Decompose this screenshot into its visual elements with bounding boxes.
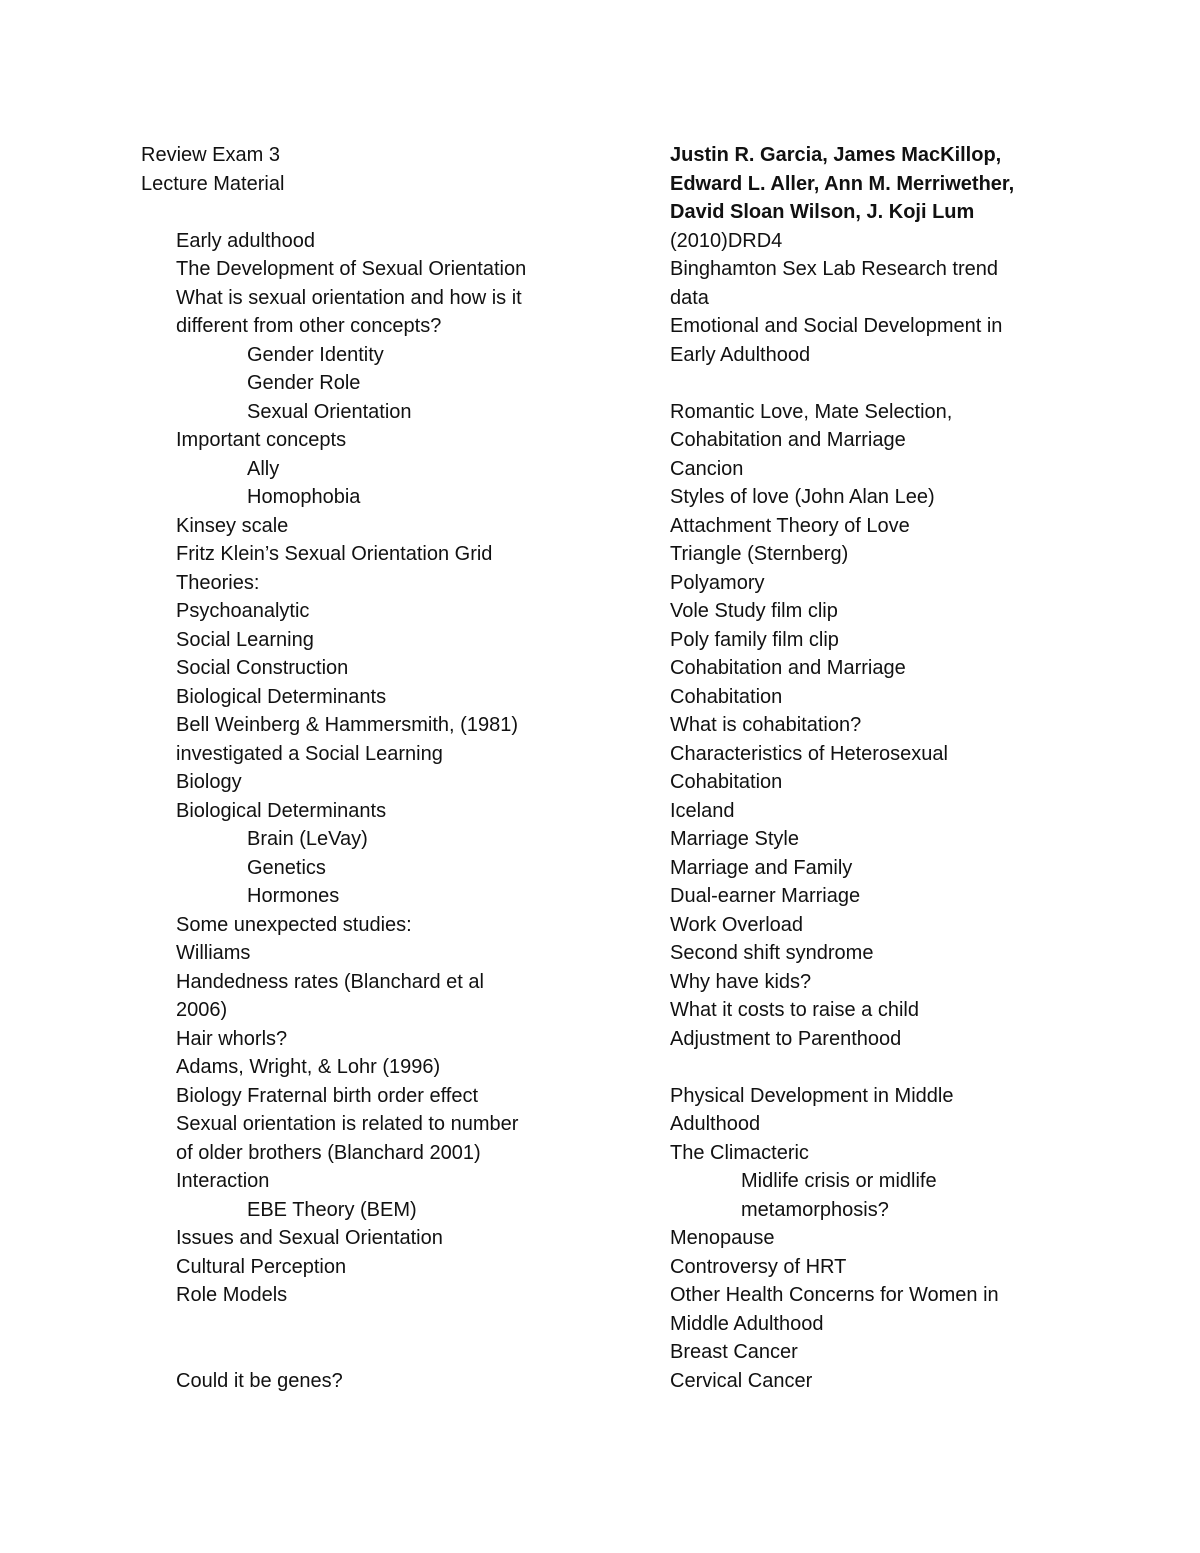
left-outline-line: Hormones (247, 885, 340, 907)
left-outline-line: What is sexual orientation and how is it (176, 286, 522, 309)
right-outline-line: Early Adulthood (670, 343, 811, 366)
right-outline-line: Middle Adulthood (670, 1312, 824, 1335)
right-outline-line: Cancion (670, 457, 744, 480)
right-outline-line: Vole Study film clip (670, 600, 838, 622)
left-outline-line: Review Exam 3 (141, 144, 280, 166)
left-outline-line: Theories: (176, 571, 260, 594)
right-outline-line: Attachment Theory of Love (670, 514, 910, 537)
left-outline-line: Biological Determinants (176, 685, 387, 708)
right-outline-line: Marriage Style (670, 828, 799, 850)
left-outline-line: Biology Fraternal birth order effect (176, 1084, 479, 1107)
left-outline-line: Social Learning (176, 628, 314, 651)
right-outline-line: Work Overload (670, 913, 804, 936)
right-outline-line: Cohabitation (670, 771, 783, 793)
right-outline-line: Poly family film clip (670, 628, 839, 651)
right-outline-line: Cervical Cancer (670, 1369, 813, 1392)
left-outline-line: Genetics (247, 856, 326, 879)
right-outline-line: Physical Development in Middle (670, 1084, 954, 1107)
left-outline-line: Ally (247, 457, 280, 480)
blank-line (141, 1310, 581, 1339)
right-outline-line: Marriage and Family (670, 856, 853, 879)
right-outline-line: Menopause (670, 1227, 775, 1249)
right-outline-line: What it costs to raise a child (670, 999, 919, 1021)
right-outline-line: Characteristics of Heterosexual (670, 742, 948, 765)
left-outline-line: Could it be genes? (176, 1369, 343, 1392)
left-outline-line: Biology (176, 771, 242, 793)
left-outline-line: of older brothers (Blanchard 2001) (176, 1141, 481, 1164)
right-outline-line: Justin R. Garcia, James MacKillop, (670, 144, 1002, 166)
left-outline-line: Interaction (176, 1170, 270, 1192)
left-outline-line: Handedness rates (Blanchard et al (176, 970, 484, 993)
right-outline-line: Breast Cancer (670, 1341, 798, 1363)
right-outline-line: metamorphosis? (741, 1198, 889, 1221)
blank-line (670, 369, 1070, 398)
right-outline-line: Edward L. Aller, Ann M. Merriwether, (670, 172, 1015, 195)
left-outline-line: Brain (LeVay) (247, 828, 368, 850)
right-column (670, 141, 1070, 1395)
left-outline-line: Adams, Wright, & Lohr (1996) (176, 1056, 441, 1078)
right-outline-line: Adjustment to Parenthood (670, 1027, 902, 1050)
right-outline-line: data (670, 286, 709, 309)
right-outline-line: Dual-earner Marriage (670, 885, 861, 907)
left-outline-line: Gender Role (247, 372, 361, 394)
right-outline-line: Other Health Concerns for Women in (670, 1284, 999, 1306)
right-outline-line: Adulthood (670, 1113, 761, 1135)
left-outline-line: Biological Determinants (176, 799, 387, 822)
left-outline-line: Gender Identity (247, 343, 384, 366)
right-outline-line: Cohabitation and Marriage (670, 429, 906, 451)
right-outline-line: Why have kids? (670, 970, 812, 993)
left-outline-line: different from other concepts? (176, 315, 442, 337)
blank-line (670, 1053, 1070, 1082)
blank-line (141, 1338, 581, 1367)
left-outline-line: Role Models (176, 1284, 288, 1306)
left-outline-line: Psychoanalytic (176, 600, 310, 622)
blank-line (141, 198, 581, 227)
right-outline-line: Cohabitation (670, 685, 783, 708)
left-outline-line: Sexual Orientation (247, 400, 412, 423)
left-outline-line: investigated a Social Learning (176, 742, 443, 765)
right-outline-line: (2010)DRD4 (670, 229, 783, 252)
left-outline-line: Bell Weinberg & Hammersmith, (1981) (176, 714, 518, 736)
left-outline-line: 2006) (176, 999, 228, 1021)
right-outline-line: David Sloan Wilson, J. Koji Lum (670, 201, 975, 223)
right-outline-line: Second shift syndrome (670, 942, 874, 964)
left-outline-line: Lecture Material (141, 172, 285, 195)
left-outline-line: Important concepts (176, 429, 347, 451)
right-outline-line: Controversy of HRT (670, 1255, 847, 1278)
left-outline-line: Issues and Sexual Orientation (176, 1227, 443, 1249)
right-outline-line: Romantic Love, Mate Selection, (670, 400, 953, 423)
left-outline-line: Sexual orientation is related to number (176, 1113, 519, 1135)
left-column (141, 141, 581, 1395)
left-outline-line: Kinsey scale (176, 514, 289, 537)
left-outline-line: Cultural Perception (176, 1255, 347, 1278)
left-outline-line: EBE Theory (BEM) (247, 1198, 417, 1221)
left-outline-line: Hair whorls? (176, 1027, 288, 1050)
left-outline-line: The Development of Sexual Orientation (176, 258, 527, 280)
right-outline-line: Triangle (Sternberg) (670, 543, 849, 565)
right-outline-line: Emotional and Social Development in (670, 315, 1003, 337)
right-outline-line: Midlife crisis or midlife (741, 1170, 937, 1192)
right-outline-line: Cohabitation and Marriage (670, 657, 906, 679)
left-outline-line: Homophobia (247, 486, 361, 508)
right-outline-line: Binghamton Sex Lab Research trend (670, 258, 998, 280)
right-outline-line: Styles of love (John Alan Lee) (670, 486, 935, 508)
left-outline-line: Williams (176, 942, 251, 964)
left-outline-line: Fritz Klein’s Sexual Orientation Grid (176, 543, 493, 565)
left-outline-line: Early adulthood (176, 229, 315, 252)
right-outline-line: The Climacteric (670, 1141, 809, 1164)
right-outline-line: Iceland (670, 799, 735, 822)
right-outline-line: What is cohabitation? (670, 714, 862, 736)
right-outline-line: Polyamory (670, 571, 765, 594)
left-outline-line: Social Construction (176, 657, 349, 679)
left-outline-line: Some unexpected studies: (176, 913, 412, 936)
